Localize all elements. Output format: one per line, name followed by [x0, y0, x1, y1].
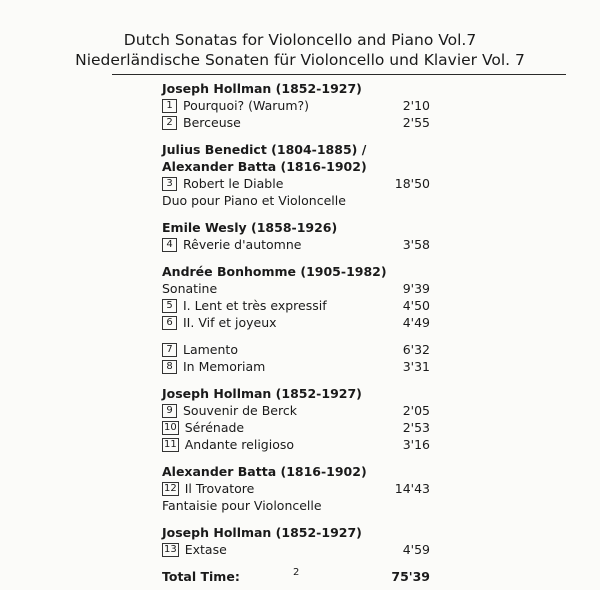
track-title: Il Trovatore [184, 481, 255, 496]
header-title-english: Dutch Sonatas for Violoncello and Piano Vol.7 [123, 31, 477, 49]
track-row [162, 341, 430, 358]
composer-name: Joseph Hollman (1852-1927) [162, 525, 362, 540]
composer-name: Alexander Batta (1816-1902) [162, 159, 367, 174]
track-title: Lamento [183, 342, 238, 357]
track-number-box: 1 [162, 99, 177, 113]
track-number-box: 12 [164, 482, 177, 494]
composer-group [162, 341, 430, 375]
track-title: Andante religioso [184, 437, 295, 452]
work-subtitle-row [162, 280, 430, 297]
header-title-german: Niederländische Sonaten für Violoncello und Klavier Vol. 7 [75, 51, 525, 69]
composer-name: Andrée Bonhomme (1905-1982) [162, 264, 387, 279]
track-row [162, 402, 430, 419]
track-number-box: 3 [162, 177, 177, 191]
track-duration: 4'50 [402, 298, 430, 313]
track-row [162, 314, 430, 331]
track-title: Sérénade [184, 420, 245, 435]
track-number-box: 8 [162, 360, 177, 374]
composer-name: Joseph Hollman (1852-1927) [162, 386, 362, 401]
track-title: Fantaisie pour Violoncelle [162, 498, 322, 513]
composer-name: Joseph Hollman (1852-1927) [162, 81, 362, 96]
track-row [162, 236, 430, 253]
track-number-box: 10 [164, 421, 177, 433]
track-number-box: 2 [162, 116, 177, 130]
track-number-box: 11 [164, 438, 177, 450]
track-number-box: 7 [162, 343, 177, 357]
total-time-label: Total Time: [162, 569, 240, 584]
track-row [162, 480, 430, 497]
track-row [162, 297, 430, 314]
track-title: Berceuse [183, 115, 241, 130]
page-number: 2 [293, 567, 300, 578]
composer-name: Alexander Batta (1816-1902) [162, 464, 367, 479]
track-row [162, 419, 430, 436]
track-row [162, 97, 430, 114]
track-duration: 9'39 [402, 281, 430, 296]
track-title: Robert le Diable [183, 176, 284, 191]
track-duration: 2'55 [402, 115, 430, 130]
composer-group [162, 263, 430, 331]
track-number-box: 6 [162, 316, 177, 330]
track-row [162, 436, 430, 453]
track-duration: 2'53 [402, 420, 430, 435]
track-title: Extase [184, 542, 227, 557]
track-list [162, 80, 430, 585]
work-subtitle-row [162, 497, 430, 514]
track-duration: 18'50 [394, 176, 430, 191]
track-title: Rêverie d'automne [183, 237, 302, 252]
track-duration: 4'49 [402, 315, 430, 330]
track-title: Pourquoi? (Warum?) [183, 98, 310, 113]
track-duration: 3'58 [402, 237, 430, 252]
track-duration: 3'16 [402, 437, 430, 452]
track-title: Souvenir de Berck [183, 403, 297, 418]
track-title: Duo pour Piano et Violoncelle [162, 193, 346, 208]
composer-name: Emile Wesly (1858-1926) [162, 220, 338, 235]
track-title: I. Lent et très expressif [183, 298, 327, 313]
track-row [162, 175, 430, 192]
track-duration: 6'32 [402, 342, 430, 357]
track-duration: 3'31 [402, 359, 430, 374]
composer-group [162, 524, 430, 558]
track-number-box: 4 [162, 238, 177, 252]
track-number-box: 5 [162, 299, 177, 313]
composer-group [162, 141, 430, 209]
composer-group [162, 385, 430, 453]
track-duration: 2'05 [402, 403, 430, 418]
total-time-value: 75'39 [391, 569, 430, 584]
track-title: Sonatine [162, 281, 218, 296]
track-duration: 4'59 [402, 542, 430, 557]
track-number-box: 13 [164, 543, 177, 555]
composer-group [162, 463, 430, 514]
track-title: In Memoriam [183, 359, 266, 374]
track-number-box: 9 [162, 404, 177, 418]
track-duration: 2'10 [402, 98, 430, 113]
work-subtitle-row [162, 192, 430, 209]
track-duration: 14'43 [394, 481, 430, 496]
track-row [162, 541, 430, 558]
composer-group [162, 80, 430, 131]
composer-name: Julius Benedict (1804-1885) / [162, 142, 367, 157]
track-row [162, 114, 430, 131]
composer-group [162, 219, 430, 253]
booklet-header [0, 30, 600, 70]
header-rule [112, 74, 566, 75]
track-row [162, 358, 430, 375]
track-title: II. Vif et joyeux [183, 315, 277, 330]
